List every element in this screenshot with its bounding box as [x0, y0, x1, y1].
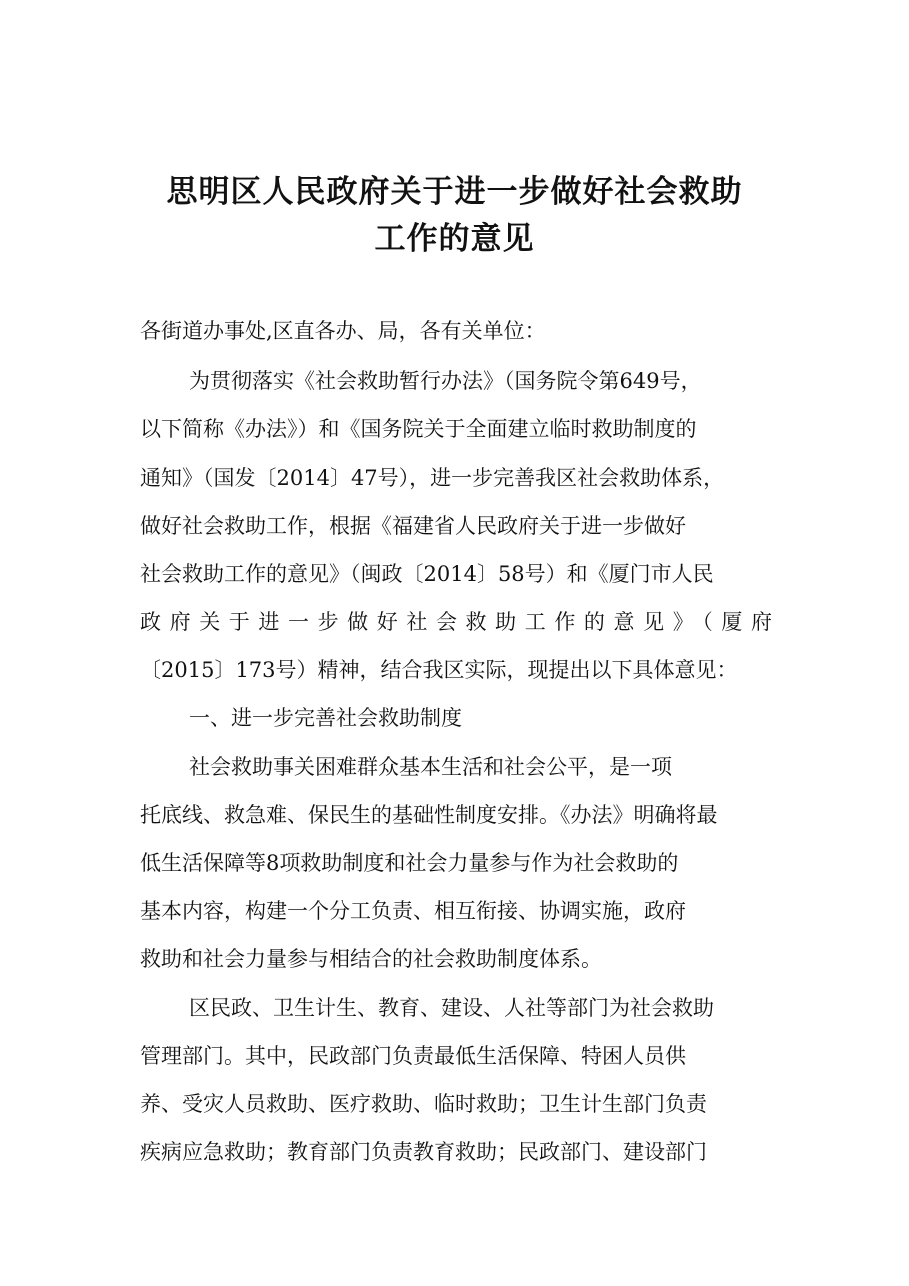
paragraph-line: 救助和社会力量参与相结合的社会救助制度体系。 [140, 947, 602, 971]
intro-line: 以下简称《办法》）和《国务院关于全面建立临时救助制度的 [140, 417, 697, 441]
paragraph-line: 疾病应急救助；教育部门负责教育救助；民政部门、建设部门 [140, 1140, 707, 1164]
document-title-line-2: 工作的意见 [374, 221, 535, 257]
paragraph-line: 区民政、卫生计生、教育、建设、人社等部门为社会救助 [189, 996, 714, 1020]
intro-line: 社会救助工作的意见》（闽政〔2014〕58号）和《厦门市人民 [140, 562, 714, 586]
paragraph-line: 基本内容，构建一个分工负责、相互衔接、协调实施，政府 [140, 899, 686, 923]
paragraph-line: 养、受灾人员救助、医疗救助、临时救助；卫生计生部门负责 [140, 1092, 707, 1116]
intro-line: 通知》（国发〔2014〕47号），进一步完善我区社会救助体系， [140, 466, 725, 490]
intro-line: 为贯彻落实《社会救助暂行办法》（国务院令第649号， [189, 369, 702, 393]
paragraph-line: 管理部门。其中，民政部门负责最低生活保障、特困人员供 [140, 1044, 686, 1068]
paragraph-line: 托底线、救急难、保民生的基础性制度安排。《办法》明确将最 [140, 803, 718, 827]
paragraph-line: 低生活保障等8项救助制度和社会力量参与作为社会救助的 [140, 851, 679, 875]
intro-line: 做好社会救助工作，根据《福建省人民政府关于进一步做好 [140, 514, 686, 538]
salutation: 各街道办事处,区直各办、局，各有关单位： [140, 319, 546, 343]
document-title-line-1: 思明区人民政府关于进一步做好社会救助 [166, 174, 743, 210]
intro-line: 政府关于进一步做好社会救助工作的意见》（厦府 [140, 610, 772, 634]
section-heading: 一、进一步完善社会救助制度 [189, 706, 462, 730]
intro-line: 〔2015〕173号）精神，结合我区实际，现提出以下具体意见： [140, 658, 738, 682]
paragraph-line: 社会救助事关困难群众基本生活和社会公平，是一项 [189, 755, 672, 779]
